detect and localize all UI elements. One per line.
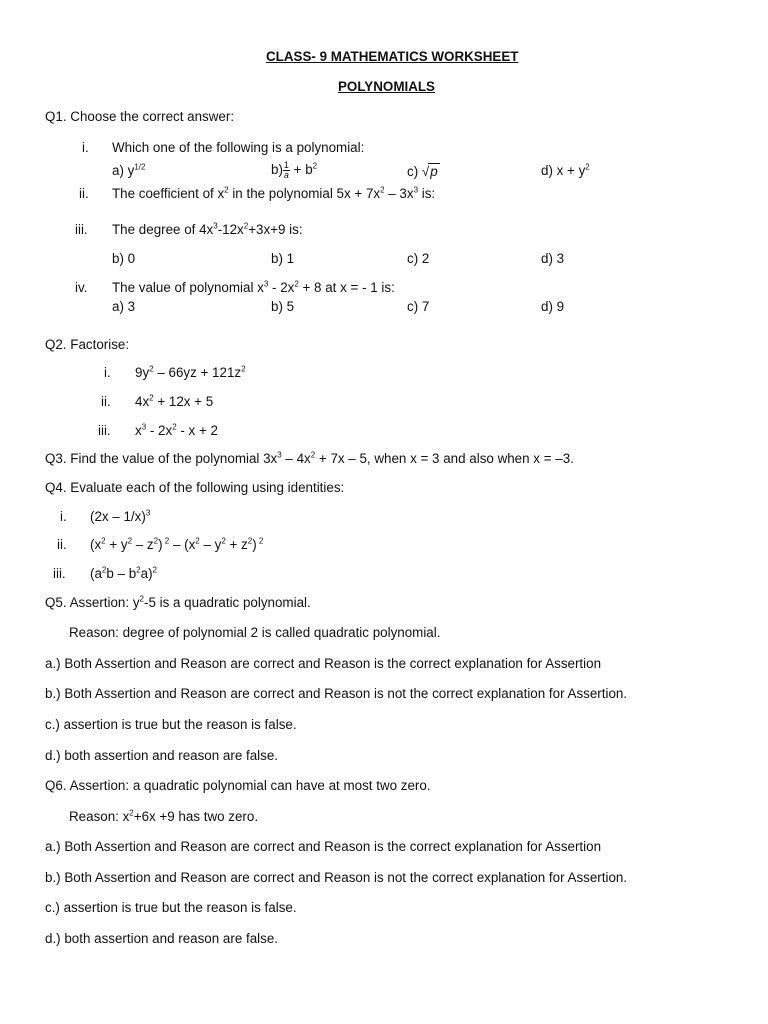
q1-i-numeral: i.: [82, 140, 89, 155]
q1-iii-question: The degree of $4x^3-12x^2+3x+9$ is:: [112, 221, 303, 237]
q1-iii-option-2: b) 1: [271, 251, 295, 266]
q4-iii-expression: $(a^2b - b^2a)^2$: [90, 565, 157, 581]
q6-assertion: Q6. Assertion: a quadratic polynomial can have at most two zero.: [45, 778, 431, 793]
q6-option-a: a.) Both Assertion and Reason are correct and Reason is the correct explanation for Assertion: [45, 839, 602, 854]
q5-reason: Reason: degree of polynomial 2 is called quadratic polynomial.: [69, 625, 441, 640]
q2-heading: Q2. Factorise:: [45, 337, 130, 352]
q5-option-c: c.) assertion is true but the reason is false.: [45, 717, 297, 732]
q4-i-numeral: i.: [60, 509, 67, 524]
q4-heading: Q4. Evaluate each of the following using identities:: [45, 480, 345, 495]
q1-iii-option-1: b) 0: [112, 251, 136, 266]
q5-assertion: Q5. Assertion: $y^2-5$ is a quadratic polynomial.: [45, 594, 311, 610]
sqrt-icon: √p: [421, 164, 438, 179]
q2-iii-numeral: iii.: [98, 423, 111, 438]
q4-ii-expression: $(x^2 + y^2 - z^2)$ $^2 - (x^2 - y^2 + z^2)$ $^2$: [90, 536, 264, 552]
q4-ii-numeral: ii.: [57, 537, 67, 552]
q6-reason: Reason: $x^2+6x +9$ has two zero.: [69, 808, 259, 824]
q1-iv-numeral: iv.: [75, 280, 88, 295]
q2-ii-numeral: ii.: [101, 394, 111, 409]
q2-i-expression: $9y^2 - 66yz + 121z^2$: [135, 364, 246, 380]
q1-ii-question: The coefficient of $x^2$ in the polynomial $5x + 7x^2 - 3x^3$ is:: [112, 185, 436, 201]
worksheet-title: CLASS- 9 MATHEMATICS WORKSHEET: [266, 49, 519, 64]
q1-i-option-b: b) $\frac{1}{a}$ + $b^2$: [271, 159, 318, 180]
q6-option-c: c.) assertion is true but the reason is false.: [45, 900, 297, 915]
q2-i-numeral: i.: [104, 365, 111, 380]
q1-iv-option-c: c) 7: [407, 299, 430, 314]
q2-ii-expression: $4x^2 + 12x + 5$: [135, 393, 214, 409]
q2-iii-expression: $x^3 - 2x^2 - x + 2$: [135, 422, 218, 438]
q1-iv-question: The value of polynomial $x^3 - 2x^2 + 8$ at x = - 1 is:: [112, 279, 395, 295]
q4-iii-numeral: iii.: [53, 566, 66, 581]
q3-text: Q3. Find the value of the polynomial $3x^3 - 4x^2 + 7x - 5$, when x = 3 and also when x = –3.: [45, 450, 574, 466]
q5-option-b: b.) Both Assertion and Reason are correct and Reason is not the correct explanation for Assertion.: [45, 686, 628, 701]
q1-iv-option-a: a) 3: [112, 299, 136, 314]
q1-iii-option-3: c) 2: [407, 251, 430, 266]
q6-option-b: b.) Both Assertion and Reason are correct and Reason is not the correct explanation for Assertion.: [45, 870, 628, 885]
q1-i-option-c: c) √p: [407, 164, 438, 179]
worksheet-subtitle: POLYNOMIALS: [338, 79, 435, 94]
q1-i-option-d: d) $x + y^2$: [541, 162, 590, 178]
q1-heading: Q1. Choose the correct answer:: [45, 109, 235, 124]
fraction: $\frac{1}{a}$: [283, 159, 289, 180]
q1-i-question: Which one of the following is a polynomial:: [112, 140, 365, 155]
q1-iv-option-b: b) 5: [271, 299, 295, 314]
q5-option-d: d.) both assertion and reason are false.: [45, 748, 278, 763]
q5-option-a: a.) Both Assertion and Reason are correct and Reason is the correct explanation for Assertion: [45, 656, 602, 671]
q1-i-option-a: a) $y^{1/2}$: [112, 162, 146, 178]
q4-i-expression: (2x – 1/x)$^3$: [90, 508, 151, 524]
q1-iii-numeral: iii.: [75, 222, 88, 237]
q1-iv-option-d: d) 9: [541, 299, 565, 314]
q1-iii-option-4: d) 3: [541, 251, 565, 266]
q6-option-d: d.) both assertion and reason are false.: [45, 931, 278, 946]
q1-ii-numeral: ii.: [79, 186, 89, 201]
